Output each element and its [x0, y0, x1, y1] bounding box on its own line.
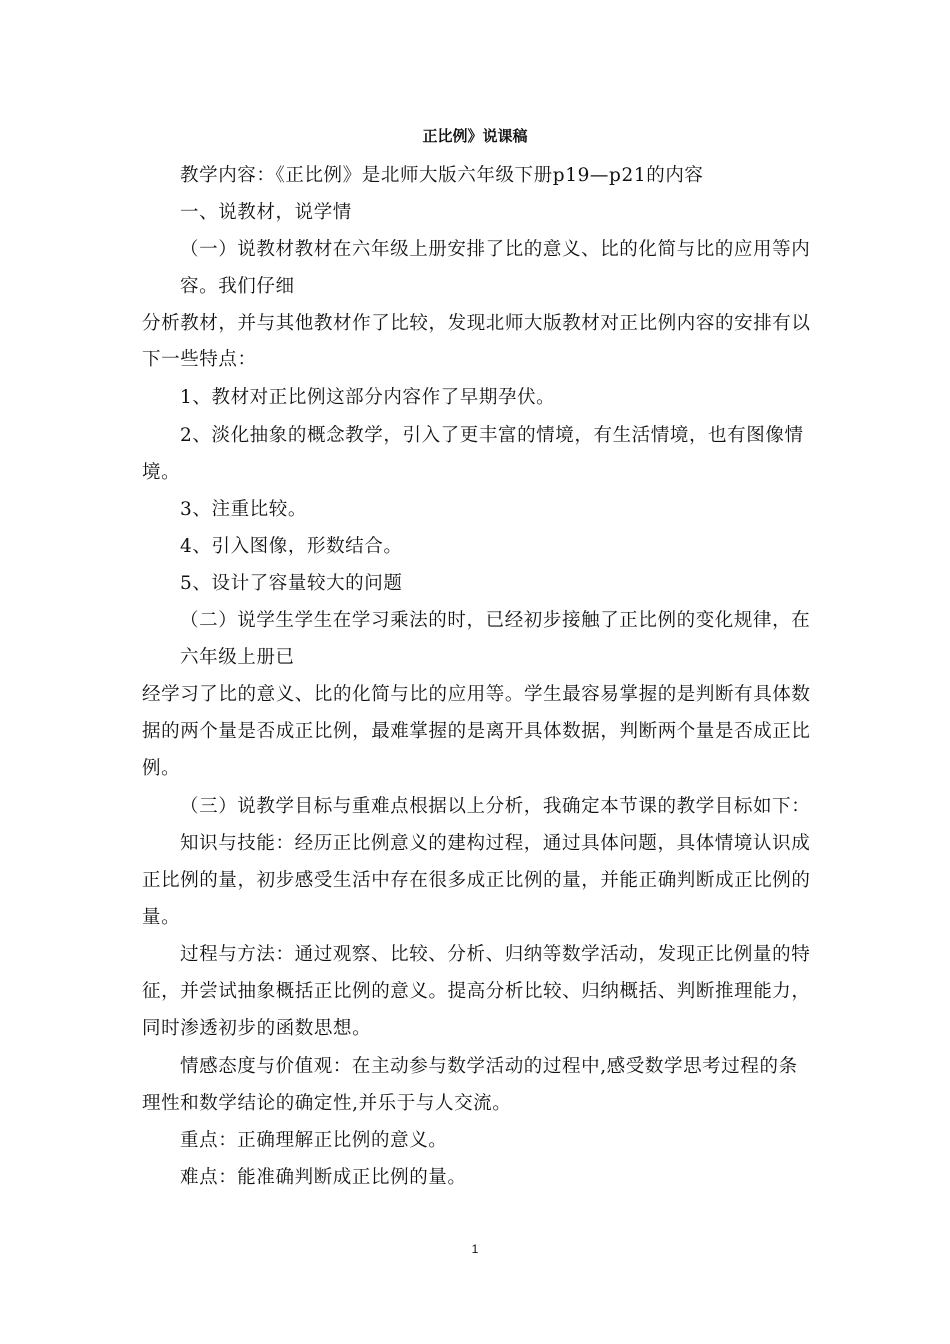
paragraph-line: 情感态度与价值观：在主动参与数学活动的过程中,感受数学思考过程的条 [180, 1056, 798, 1077]
paragraph-line: （一）说教材教材在六年级上册安排了比的意义、比的化简与比的应用等内 [180, 239, 811, 260]
document-title: 正比例》说课稿 [422, 127, 528, 145]
list-item: 3、注重比较。 [180, 499, 307, 520]
paragraph-line: 例。 [142, 758, 181, 779]
paragraph-line: 同时渗透初步的函数思想。 [142, 1018, 372, 1039]
teaching-content-line: 教学内容：《正比例》是北师大版六年级下册p19—p21的内容 [180, 165, 704, 186]
paragraph-line: 过程与方法：通过观察、比较、分析、归纳等数学活动，发现正比例量的特 [180, 944, 811, 965]
paragraph-line: 征，并尝试抽象概括正比例的意义。提高分析比较、归纳概括、判断推理能力， [142, 981, 811, 1002]
paragraph-line: 分析教材，并与其他教材作了比较，发现北师大版教材对正比例内容的安排有以 [142, 313, 811, 334]
list-item: 2、淡化抽象的概念教学，引入了更丰富的情境，有生活情境，也有图像情 [180, 425, 804, 446]
section-heading-1: 一、说教材，说学情 [180, 202, 352, 223]
page-number: 1 [471, 1242, 479, 1256]
paragraph-line: （三）说教学目标与重难点根据以上分析，我确定本节课的教学目标如下： [180, 796, 811, 817]
key-point-line: 重点：正确理解正比例的意义。 [180, 1130, 448, 1151]
paragraph-line: 正比例的量，初步感受生活中存在很多成正比例的量，并能正确判断成正比例的 [142, 870, 811, 891]
paragraph-line: （二）说学生学生在学习乘法的时，已经初步接触了正比例的变化规律，在 [180, 610, 811, 631]
paragraph-line: 理性和数学结论的确定性,并乐于与人交流。 [142, 1093, 512, 1114]
paragraph-line: 知识与技能：经历正比例意义的建构过程，通过具体问题，具体情境认识成 [180, 833, 811, 854]
list-item-continuation: 境。 [142, 462, 181, 483]
paragraph-line: 经学习了比的意义、比的化简与比的应用等。学生最容易掌握的是判断有具体数 [142, 684, 811, 705]
paragraph-line: 量。 [142, 907, 181, 928]
difficult-point-line: 难点：能准确判断成正比例的量。 [180, 1167, 467, 1188]
list-item: 5、设计了容量较大的问题 [180, 573, 403, 594]
paragraph-line: 六年级上册已 [180, 647, 295, 668]
paragraph-line: 容。我们仔细 [180, 276, 295, 297]
paragraph-line: 下一些特点： [142, 349, 257, 370]
list-item: 4、引入图像，形数结合。 [180, 536, 403, 557]
paragraph-line: 据的两个量是否成正比例，最难掌握的是离开具体数据，判断两个量是否成正比 [142, 721, 811, 742]
list-item: 1、教材对正比例这部分内容作了早期孕伏。 [180, 387, 556, 408]
